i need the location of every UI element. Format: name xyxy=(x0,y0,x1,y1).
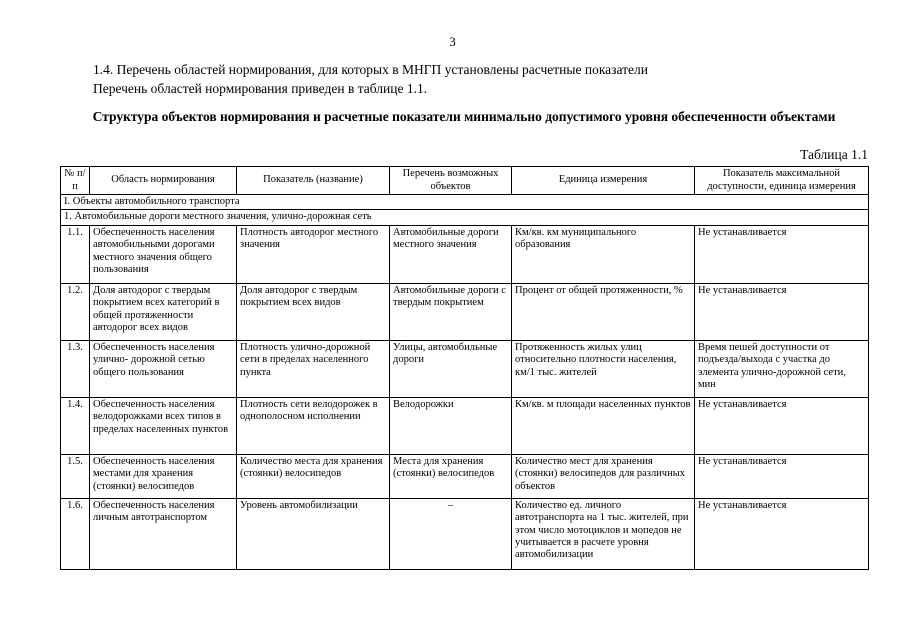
page-number: 3 xyxy=(449,34,456,49)
subsection-row xyxy=(61,210,869,225)
header-accessibility: Показатель максимальной доступности, единица измерения xyxy=(695,167,869,195)
cell-indicator: Плотность автодорог местного значения xyxy=(237,225,390,283)
table-row xyxy=(61,283,869,340)
table-row xyxy=(61,225,869,283)
cell-accessibility: Не устанавливается xyxy=(695,397,869,454)
subsection-title: 1. Автомобильные дороги местного значения, улично-дорожная сеть xyxy=(61,210,869,225)
cell-indicator: Количество места для хранения (стоянки) велосипедов xyxy=(237,454,390,498)
cell-objects: Автомобильные дороги с твердым покрытием xyxy=(390,283,512,340)
row-number: 1.2. xyxy=(61,283,90,340)
cell-accessibility: Не устанавливается xyxy=(695,454,869,498)
table-row xyxy=(61,454,869,498)
norms-table xyxy=(60,166,869,570)
cell-unit: Количество ед. личного автотранспорта на 1 тыс. жителей, при этом число мотоциклов и мопедов не учитывается в расчете уровня автомобилизации xyxy=(512,498,695,569)
cell-unit: Км/кв. м площади населенных пунктов xyxy=(512,397,695,454)
cell-unit: Км/кв. км муниципального образования xyxy=(512,225,695,283)
cell-area: Обеспеченность населения личным автотранспортом xyxy=(90,498,237,569)
cell-objects: Места для хранения (стоянки) велосипедов xyxy=(390,454,512,498)
cell-area: Обеспеченность населения автомобильными дорогами местного значения общего пользования xyxy=(90,225,237,283)
cell-accessibility: Не устанавливается xyxy=(695,225,869,283)
cell-indicator: Уровень автомобилизации xyxy=(237,498,390,569)
intro-line-1: 1.4. Перечень областей нормирования, для которых в МНГП установлены расчетные показатели xyxy=(93,62,648,77)
cell-objects: Велодорожки xyxy=(390,397,512,454)
header-objects: Перечень возможных объектов xyxy=(390,167,512,195)
cell-indicator: Плотность сети велодорожек в однополосном исполнении xyxy=(237,397,390,454)
cell-indicator: Доля автодорог с твердым покрытием всех видов xyxy=(237,283,390,340)
row-number: 1.4. xyxy=(61,397,90,454)
cell-accessibility: Не устанавливается xyxy=(695,498,869,569)
cell-objects: – xyxy=(390,498,512,569)
cell-indicator: Плотность улично-дорожной сети в пределах населенного пункта xyxy=(237,340,390,397)
table-row xyxy=(61,397,869,454)
table-label: Таблица 1.1 xyxy=(800,147,868,162)
cell-unit: Процент от общей протяженности, % xyxy=(512,283,695,340)
header-indicator: Показатель (название) xyxy=(237,167,390,195)
row-number: 1.5. xyxy=(61,454,90,498)
cell-unit: Количество мест для хранения (стоянки) велосипедов для различных объектов xyxy=(512,454,695,498)
cell-accessibility: Время пешей доступности от подъезда/выхода с участка до элемента улично-дорожной сети, мин xyxy=(695,340,869,397)
section-title: I. Объекты автомобильного транспорта xyxy=(61,195,869,210)
table-row xyxy=(61,498,869,569)
header-area: Область нормирования xyxy=(90,167,237,195)
cell-unit: Протяженность жилых улиц относительно плотности населения, км/1 тыс. жителей xyxy=(512,340,695,397)
row-number: 1.6. xyxy=(61,498,90,569)
cell-area: Обеспеченность населения улично- дорожной сетью общего пользования xyxy=(90,340,237,397)
table-row xyxy=(61,340,869,397)
intro-line-2: Перечень областей нормирования приведен в таблице 1.1. xyxy=(93,81,428,96)
cell-accessibility: Не устанавливается xyxy=(695,283,869,340)
header-num: № п/п xyxy=(61,167,90,195)
cell-objects: Автомобильные дороги местного значения xyxy=(390,225,512,283)
cell-area: Обеспеченность населения местами для хранения (стоянки) велосипедов xyxy=(90,454,237,498)
cell-area: Обеспеченность населения велодорожками всех типов в пределах населенных пунктов xyxy=(90,397,237,454)
row-number: 1.1. xyxy=(61,225,90,283)
header-row xyxy=(61,167,869,195)
row-number: 1.3. xyxy=(61,340,90,397)
cell-objects: Улицы, автомобильные дороги xyxy=(390,340,512,397)
section-row xyxy=(61,195,869,210)
document-title: Структура объектов нормирования и расчетные показатели минимально допустимого уровня обеспеченности объектами xyxy=(92,109,836,124)
header-unit: Единица измерения xyxy=(512,167,695,195)
cell-area: Доля автодорог с твердым покрытием всех категорий в общей протяженности автодорог всех видов xyxy=(90,283,237,340)
